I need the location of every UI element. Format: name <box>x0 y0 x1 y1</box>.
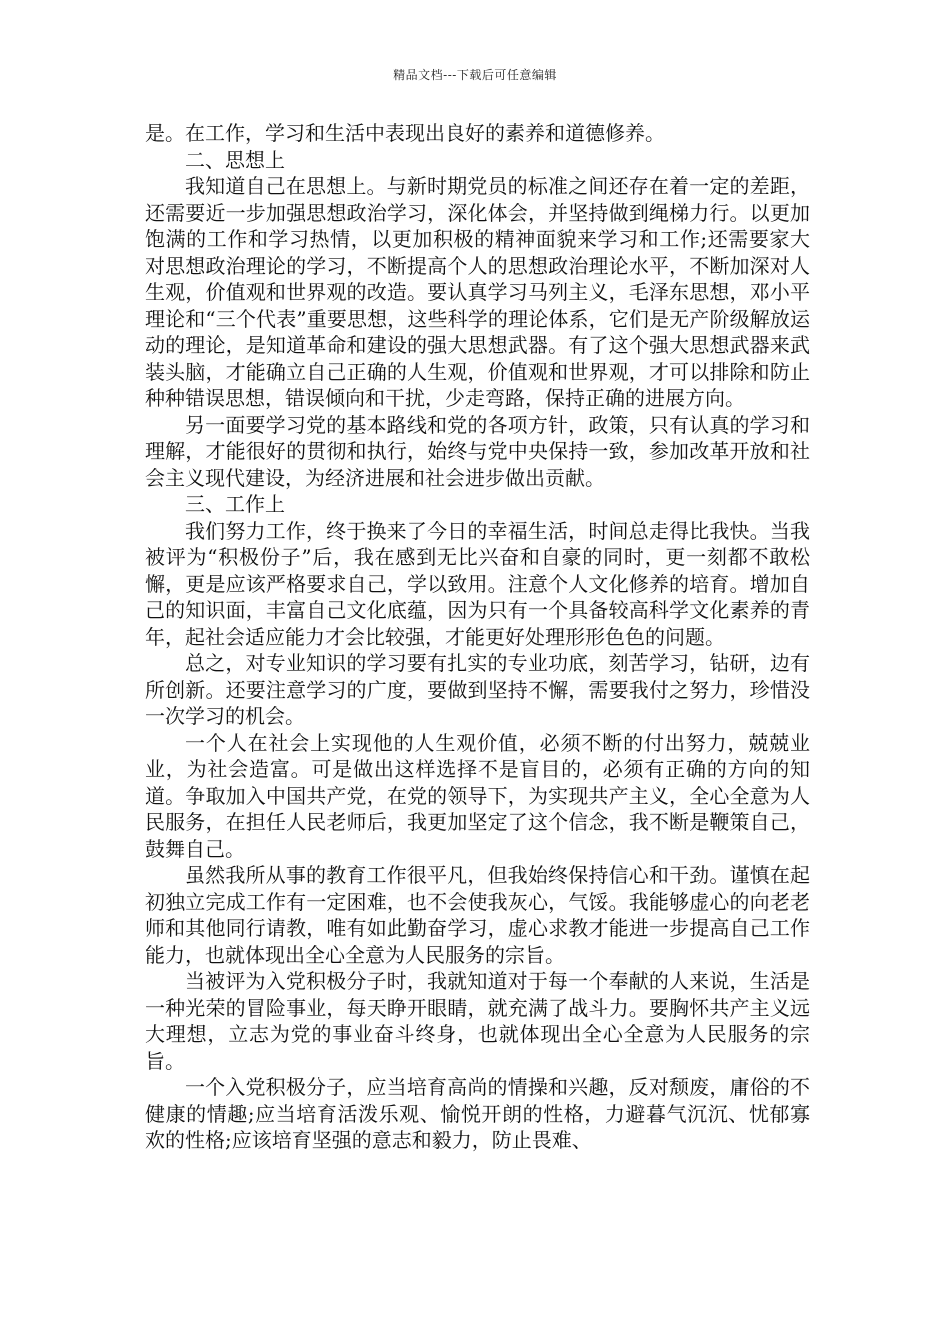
paragraph: 虽然我所从事的教育工作很平凡，但我始终保持信心和干劲。谨慎在起初独立完成工作有一定困难，也不会使我灰心，气馁。我能够虚心的向老老师和其他同行请教，唯有如此勤奋学习，虚心求教才能进一步提高自己工作能力，也就体现出全心全意为人民服务的宗旨。 <box>145 863 810 967</box>
section-heading: 三、工作上 <box>185 492 285 516</box>
document-body <box>145 120 810 1154</box>
paragraph: 当被评为入党积极分子时，我就知道对于每一个奉献的人来说，生活是一种光荣的冒险事业，每天睁开眼睛，就充满了战斗力。要胸怀共产主义远大理想，立志为党的事业奋斗终身，也就体现出全心全意为人民服务的宗旨。 <box>145 969 810 1073</box>
section-heading: 二、思想上 <box>185 147 285 172</box>
paragraph: 我们努力工作，终于换来了今日的幸福生活，时间总走得比我快。当我被评为“积极份子”后，我在感到无比兴奋和自豪的同时，更一刻都不敢松懈，更是应该严格要求自己，学以致用。注意个人文化修养的培育。增加自己的知识面，丰富自己文化底蕴，因为只有一个具备较高科学文化素养的青年，起社会适应能力才会比较强，才能更好处理形形色色的问题。 <box>145 518 810 649</box>
paragraph: 总之，对专业知识的学习要有扎实的专业功底，刻苦学习，钻研，边有所创新。还要注意学习的广度，要做到坚持不懈，需要我付之努力，珍惜没一次学习的机会。 <box>145 651 810 728</box>
paragraph: 另一面要学习党的基本路线和党的各项方针，政策，只有认真的学习和理解，才能很好的贯彻和执行，始终与党中央保持一致，参加改革开放和社会主义现代建设，为经济进展和社会进步做出贡献。 <box>145 412 810 490</box>
paragraph: 一个入党积极分子，应当培育高尚的情操和兴趣，反对颓废，庸俗的不健康的情趣;应当培育活泼乐观、愉悦开朗的性格，力避暮气沉沉、忧郁寡欢的性格;应该培育坚强的意志和毅力，防止畏难、 <box>145 1075 810 1152</box>
paragraph: 是。在工作，学习和生活中表现出良好的素养和道德修养。 <box>145 121 665 145</box>
page-header: 精品文档---下载后可任意编辑 <box>393 68 557 82</box>
paragraph: 一个人在社会上实现他的人生观价值，必须不断的付出努力，兢兢业业，为社会造富。可是做出这样选择不是盲目的，必须有正确的方向的知道。争取加入中国共产党，在党的领导下，为实现共产主义，全心全意为人民服务，在担任人民老师后，我更加坚定了这个信念，我不断是鞭策自己，鼓舞自己。 <box>145 730 810 861</box>
paragraph: 我知道自己在思想上。与新时期党员的标准之间还存在着一定的差距，还需要近一步加强思想政治学习，深化体会，并坚持做到绳梯力行。以更加饱满的工作和学习热情，以更加积极的精神面貌来学习和工作;还需要家大对思想政治理论的学习，不断提高个人的思想政治理论水平，不断加深对人生观，价值观和世界观的改造。要认真学习马列主义，毛泽东思想，邓小平理论和“三个代表”重要思想，这些科学的理论体系，它们是无产阶级解放运动的理论，是知道革命和建设的强大思想武器。有了这个强大思想武器来武装头脑，才能确立自己正确的人生观，价值观和世界观，才可以排除和防止种种错误思想，错误倾向和干扰，少走弯路，保持正确的进展方向。 <box>145 174 810 410</box>
